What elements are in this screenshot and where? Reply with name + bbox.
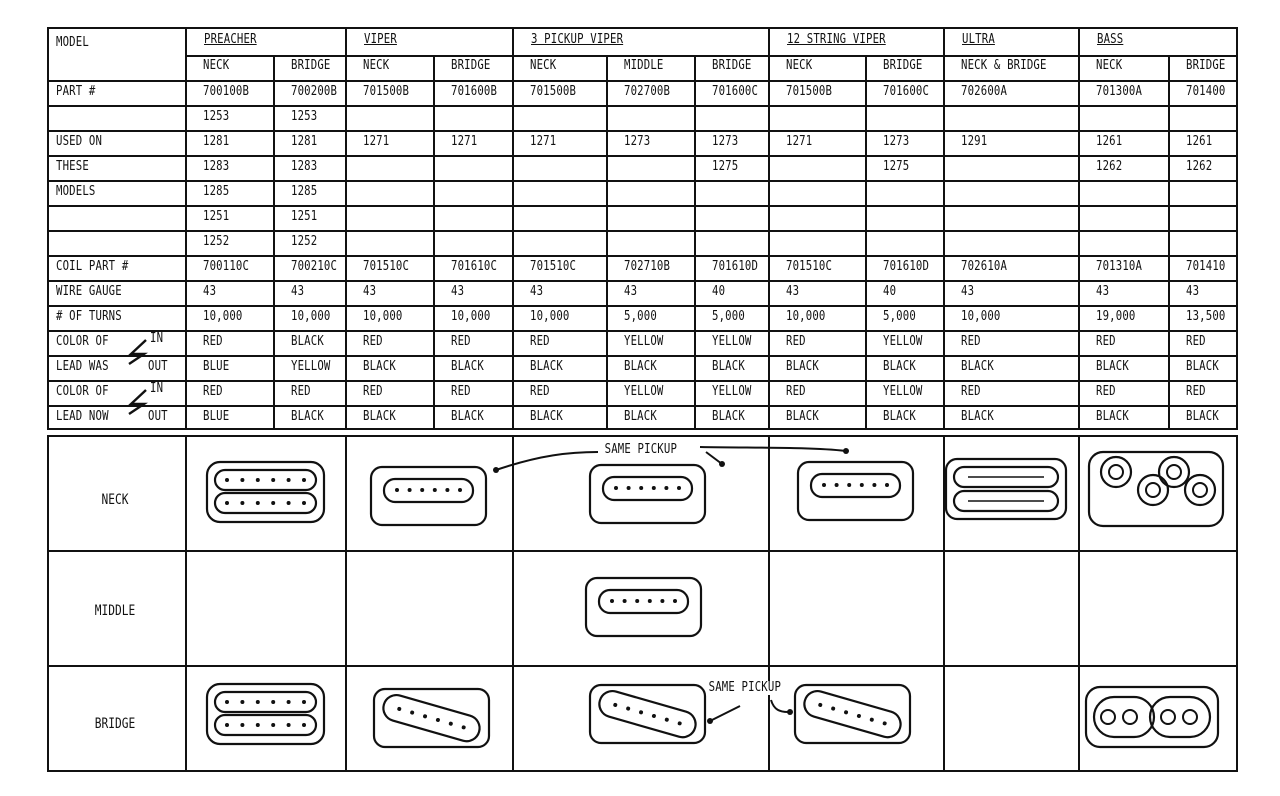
table-cell: YELLOW — [624, 334, 664, 349]
table-cell: BLACK — [624, 409, 657, 424]
table-cell: 1273 — [883, 134, 910, 149]
table-cell: RED — [1186, 384, 1206, 399]
diagram-shape — [1123, 710, 1137, 724]
pole-piece — [623, 599, 627, 603]
table-cell: 5,000 — [883, 309, 916, 324]
pole-piece — [287, 700, 291, 704]
table-cell: 10,000 — [363, 309, 403, 324]
table-cell: 1283 — [203, 159, 230, 174]
table-cell: BLACK — [451, 359, 484, 374]
table-cell: 1251 — [203, 209, 230, 224]
diagram-shape — [215, 715, 316, 735]
table-cell: BLACK — [624, 359, 657, 374]
diagram-shape — [1109, 465, 1123, 479]
table-cell: 1262 — [1096, 159, 1123, 174]
table-cell: 1291 — [961, 134, 988, 149]
diagram-shape — [374, 689, 489, 747]
table-cell: 1262 — [1186, 159, 1213, 174]
lead-tag: IN — [150, 381, 164, 396]
pole-piece — [860, 483, 864, 487]
row-label: COLOR OF — [56, 384, 109, 399]
pole-piece — [626, 706, 631, 711]
table-cell: BLACK — [291, 334, 324, 349]
diagram-shape — [1101, 710, 1115, 724]
sub-header: NECK — [203, 58, 230, 73]
table-cell: 701310A — [1096, 259, 1143, 274]
diagram-shape — [371, 467, 486, 525]
table-cell: 701600C — [712, 84, 759, 99]
table-cell: 1251 — [291, 209, 318, 224]
pole-piece — [856, 714, 861, 719]
table-cell: 43 — [624, 284, 638, 299]
pole-piece — [240, 700, 244, 704]
table-cell: BLACK — [786, 409, 819, 424]
table-cell: BLACK — [291, 409, 324, 424]
pole-piece — [302, 723, 306, 727]
callout-line — [706, 452, 722, 464]
table-cell: 701500B — [786, 84, 833, 99]
diagram-shape — [590, 685, 705, 743]
pole-piece — [639, 710, 644, 715]
table-cell: 701500B — [530, 84, 577, 99]
pole-piece — [397, 706, 402, 711]
table-cell: BLACK — [961, 359, 994, 374]
table-cell: 40 — [883, 284, 897, 299]
callout-dot — [707, 718, 713, 724]
pole-piece — [613, 702, 618, 707]
table-cell: RED — [530, 334, 550, 349]
table-cell: 1261 — [1096, 134, 1123, 149]
table-cell: BLACK — [786, 359, 819, 374]
pole-piece — [271, 723, 275, 727]
pole-piece — [461, 725, 466, 730]
table-cell: 702710B — [624, 259, 671, 274]
table-cell: RED — [451, 334, 471, 349]
table-cell: RED — [961, 384, 981, 399]
diagram-shape — [1183, 710, 1197, 724]
table-cell: 13,500 — [1186, 309, 1226, 324]
pole-piece — [869, 717, 874, 722]
table-cell: BLACK — [1096, 409, 1129, 424]
table-cell: 43 — [451, 284, 465, 299]
table-cell: BLACK — [1186, 359, 1219, 374]
sub-header: BRIDGE — [883, 58, 923, 73]
table-cell: BLACK — [712, 359, 745, 374]
callout-line — [771, 700, 788, 712]
table-cell: YELLOW — [624, 384, 664, 399]
table-cell: 1275 — [712, 159, 739, 174]
table-cell: BLACK — [883, 409, 916, 424]
table-cell: 1252 — [203, 234, 230, 249]
table-cell: 700110C — [203, 259, 250, 274]
table-cell: 700210C — [291, 259, 338, 274]
row-label: THESE — [56, 159, 89, 174]
table-cell: BLUE — [203, 409, 230, 424]
coil-outline — [801, 688, 903, 740]
table-cell: 701300A — [1096, 84, 1143, 99]
table-cell: RED — [451, 384, 471, 399]
pole-piece — [835, 483, 839, 487]
position-label: BRIDGE — [94, 716, 136, 732]
table-cell: 1275 — [883, 159, 910, 174]
table-cell: BLACK — [1186, 409, 1219, 424]
table-cell: 1271 — [530, 134, 557, 149]
pole-piece — [302, 478, 306, 482]
sub-header: NECK — [530, 58, 557, 73]
table-cell: BLACK — [530, 359, 563, 374]
pole-piece — [818, 702, 823, 707]
table-cell: RED — [1096, 334, 1116, 349]
pole-piece — [448, 721, 453, 726]
pole-piece — [872, 483, 876, 487]
pole-piece — [433, 488, 437, 492]
table-cell: RED — [961, 334, 981, 349]
pole-piece — [445, 488, 449, 492]
table-cell: 40 — [712, 284, 726, 299]
callout-line — [700, 447, 846, 451]
diagram-shape — [1159, 457, 1189, 487]
table-cell: 701500B — [363, 84, 410, 99]
pole-piece — [639, 486, 643, 490]
diagram-shape — [1146, 483, 1160, 497]
table-cell: 702610A — [961, 259, 1008, 274]
diagram-shape — [1161, 710, 1175, 724]
row-label: LEAD NOW — [56, 409, 109, 424]
table-cell: 701610C — [451, 259, 498, 274]
pole-piece — [847, 483, 851, 487]
pole-piece — [458, 488, 462, 492]
table-cell: BLACK — [712, 409, 745, 424]
pole-piece — [673, 599, 677, 603]
group-header: 12 STRING VIPER — [787, 32, 886, 47]
pole-piece — [664, 486, 668, 490]
pole-piece — [302, 501, 306, 505]
pole-piece — [651, 714, 656, 719]
table-cell: BLACK — [883, 359, 916, 374]
table-cell: 43 — [203, 284, 217, 299]
lead-swap-arrow — [129, 340, 146, 364]
table-cell: 1253 — [203, 109, 230, 124]
lead-tag: IN — [150, 331, 164, 346]
table-cell: RED — [1096, 384, 1116, 399]
group-header: 3 PICKUP VIPER — [531, 32, 624, 47]
diagram-shape — [1193, 483, 1207, 497]
row-label: PART # — [56, 84, 96, 99]
table-cell: 701510C — [530, 259, 577, 274]
table-cell: RED — [291, 384, 311, 399]
pole-piece — [882, 721, 887, 726]
table-cell: 10,000 — [786, 309, 826, 324]
table-cell: 43 — [1096, 284, 1110, 299]
pole-piece — [410, 710, 415, 715]
table-cell: 10,000 — [961, 309, 1001, 324]
pole-piece — [240, 501, 244, 505]
diagram-shape — [1150, 697, 1210, 737]
row-label: WIRE GAUGE — [56, 284, 122, 299]
pole-piece — [256, 501, 260, 505]
table-cell: 1271 — [451, 134, 478, 149]
row-label: MODELS — [56, 184, 96, 199]
table-cell: BLACK — [1096, 359, 1129, 374]
group-header: PREACHER — [204, 32, 257, 47]
sub-header: NECK — [786, 58, 813, 73]
pole-piece — [225, 501, 229, 505]
sub-header: NECK — [363, 58, 390, 73]
pole-piece — [635, 599, 639, 603]
diagram-shape — [1089, 452, 1223, 526]
table-cell: 1285 — [203, 184, 230, 199]
table-cell: RED — [203, 334, 223, 349]
table-cell: RED — [363, 334, 383, 349]
pole-piece — [271, 478, 275, 482]
lead-tag: OUT — [148, 409, 168, 424]
diagram-shape — [798, 462, 913, 520]
table-cell: 19,000 — [1096, 309, 1136, 324]
table-cell: RED — [530, 384, 550, 399]
pole-piece — [885, 483, 889, 487]
pole-piece — [302, 700, 306, 704]
table-cell: 10,000 — [530, 309, 570, 324]
diagram-shape — [1138, 475, 1168, 505]
table-cell: YELLOW — [291, 359, 331, 374]
diagram-shape — [215, 692, 316, 712]
group-header: VIPER — [364, 32, 397, 47]
pole-piece — [225, 700, 229, 704]
table-cell: 701410 — [1186, 259, 1226, 274]
table-cell: YELLOW — [712, 384, 752, 399]
table-cell: 5,000 — [712, 309, 745, 324]
table-cell: 1271 — [363, 134, 390, 149]
table-cell: RED — [363, 384, 383, 399]
diagram-shape — [1185, 475, 1215, 505]
pole-piece — [256, 700, 260, 704]
table-cell: YELLOW — [883, 334, 923, 349]
table-cell: 1252 — [291, 234, 318, 249]
pole-piece — [648, 599, 652, 603]
table-cell: BLACK — [363, 359, 396, 374]
position-label: NECK — [101, 492, 129, 508]
diagram-shape — [215, 493, 316, 513]
row-label: COLOR OF — [56, 334, 109, 349]
same-pickup-note: SAME PICKUP — [604, 442, 678, 457]
sub-header: MIDDLE — [624, 58, 664, 73]
pole-piece — [225, 478, 229, 482]
lead-tag: OUT — [148, 359, 168, 374]
table-cell: 5,000 — [624, 309, 657, 324]
pole-piece — [627, 486, 631, 490]
sub-header: BRIDGE — [291, 58, 331, 73]
table-cell: 701510C — [363, 259, 410, 274]
position-label: MIDDLE — [94, 603, 136, 619]
pole-piece — [271, 501, 275, 505]
table-cell: RED — [1186, 334, 1206, 349]
table-cell: 701600B — [451, 84, 498, 99]
diagram-shape — [215, 470, 316, 490]
pole-piece — [256, 723, 260, 727]
slanted-coil — [801, 688, 903, 740]
row-label: COIL PART # — [56, 259, 129, 274]
pole-piece — [610, 599, 614, 603]
table-cell: 702600A — [961, 84, 1008, 99]
pole-piece — [614, 486, 618, 490]
table-cell: YELLOW — [883, 384, 923, 399]
pole-piece — [287, 501, 291, 505]
row-label: # OF TURNS — [56, 309, 122, 324]
row-label: LEAD WAS — [56, 359, 109, 374]
pole-piece — [660, 599, 664, 603]
table-cell: 43 — [363, 284, 377, 299]
table-cell: RED — [786, 334, 806, 349]
table-cell: BLACK — [363, 409, 396, 424]
table-cell: 43 — [530, 284, 544, 299]
table-cell: 701400 — [1186, 84, 1226, 99]
table-cell: 1271 — [786, 134, 813, 149]
pole-piece — [256, 478, 260, 482]
pole-piece — [240, 723, 244, 727]
table-cell: 43 — [786, 284, 800, 299]
table-cell: 43 — [961, 284, 975, 299]
table-cell: 1281 — [203, 134, 230, 149]
table-cell: RED — [203, 384, 223, 399]
table-cell: BLACK — [961, 409, 994, 424]
pole-piece — [395, 488, 399, 492]
table-cell: 701600C — [883, 84, 930, 99]
pole-piece — [287, 723, 291, 727]
table-cell: 10,000 — [291, 309, 331, 324]
table-cell: 1261 — [1186, 134, 1213, 149]
coil-outline — [596, 688, 698, 740]
callout-dot — [493, 467, 499, 473]
table-cell: 701610D — [883, 259, 930, 274]
table-cell: 1283 — [291, 159, 318, 174]
table-cell: 701510C — [786, 259, 833, 274]
callout-line — [496, 452, 598, 470]
table-cell: YELLOW — [712, 334, 752, 349]
row-label: USED ON — [56, 134, 103, 149]
table-cell: 701610D — [712, 259, 759, 274]
table-cell: BLACK — [451, 409, 484, 424]
pole-piece — [831, 706, 836, 711]
table-cell: 43 — [1186, 284, 1200, 299]
pole-piece — [677, 486, 681, 490]
table-cell: 1273 — [624, 134, 651, 149]
model-header: MODEL — [56, 35, 89, 50]
table-cell: 1285 — [291, 184, 318, 199]
sub-header: BRIDGE — [712, 58, 752, 73]
table-cell: 1281 — [291, 134, 318, 149]
sub-header: BRIDGE — [1186, 58, 1226, 73]
table-cell: BLACK — [530, 409, 563, 424]
lead-swap-arrow — [129, 390, 146, 414]
group-header: BASS — [1097, 32, 1124, 47]
table-cell: 1253 — [291, 109, 318, 124]
diagram-shape — [1101, 457, 1131, 487]
slanted-coil — [596, 688, 698, 740]
pole-piece — [420, 488, 424, 492]
sub-header: NECK & BRIDGE — [961, 58, 1047, 73]
slanted-coil — [380, 692, 482, 744]
table-cell: BLUE — [203, 359, 230, 374]
table-cell: 10,000 — [203, 309, 243, 324]
pole-piece — [408, 488, 412, 492]
table-cell: 1273 — [712, 134, 739, 149]
coil-outline — [380, 692, 482, 744]
pole-piece — [240, 478, 244, 482]
callout-dot — [719, 461, 725, 467]
table-cell: 10,000 — [451, 309, 491, 324]
pole-piece — [287, 478, 291, 482]
pole-piece — [423, 714, 428, 719]
pole-piece — [271, 700, 275, 704]
diagram-shape — [1086, 687, 1218, 747]
callout-dot — [843, 448, 849, 454]
sub-header: BRIDGE — [451, 58, 491, 73]
pole-piece — [664, 717, 669, 722]
pole-piece — [822, 483, 826, 487]
callout-line — [712, 706, 740, 720]
diagram-shape — [590, 465, 705, 523]
same-pickup-note: SAME PICKUP — [708, 680, 782, 695]
group-header: ULTRA — [962, 32, 995, 47]
pole-piece — [652, 486, 656, 490]
diagram-shape — [1167, 465, 1181, 479]
table-cell: 700100B — [203, 84, 250, 99]
table-cell: 43 — [291, 284, 305, 299]
pole-piece — [225, 723, 229, 727]
callout-dot — [787, 709, 793, 715]
pole-piece — [844, 710, 849, 715]
diagram-shape — [795, 685, 910, 743]
pole-piece — [435, 718, 440, 723]
table-cell: 700200B — [291, 84, 338, 99]
pole-piece — [677, 721, 682, 726]
diagram-shape — [586, 578, 701, 636]
sub-header: NECK — [1096, 58, 1123, 73]
table-cell: 702700B — [624, 84, 671, 99]
table-cell: RED — [786, 384, 806, 399]
